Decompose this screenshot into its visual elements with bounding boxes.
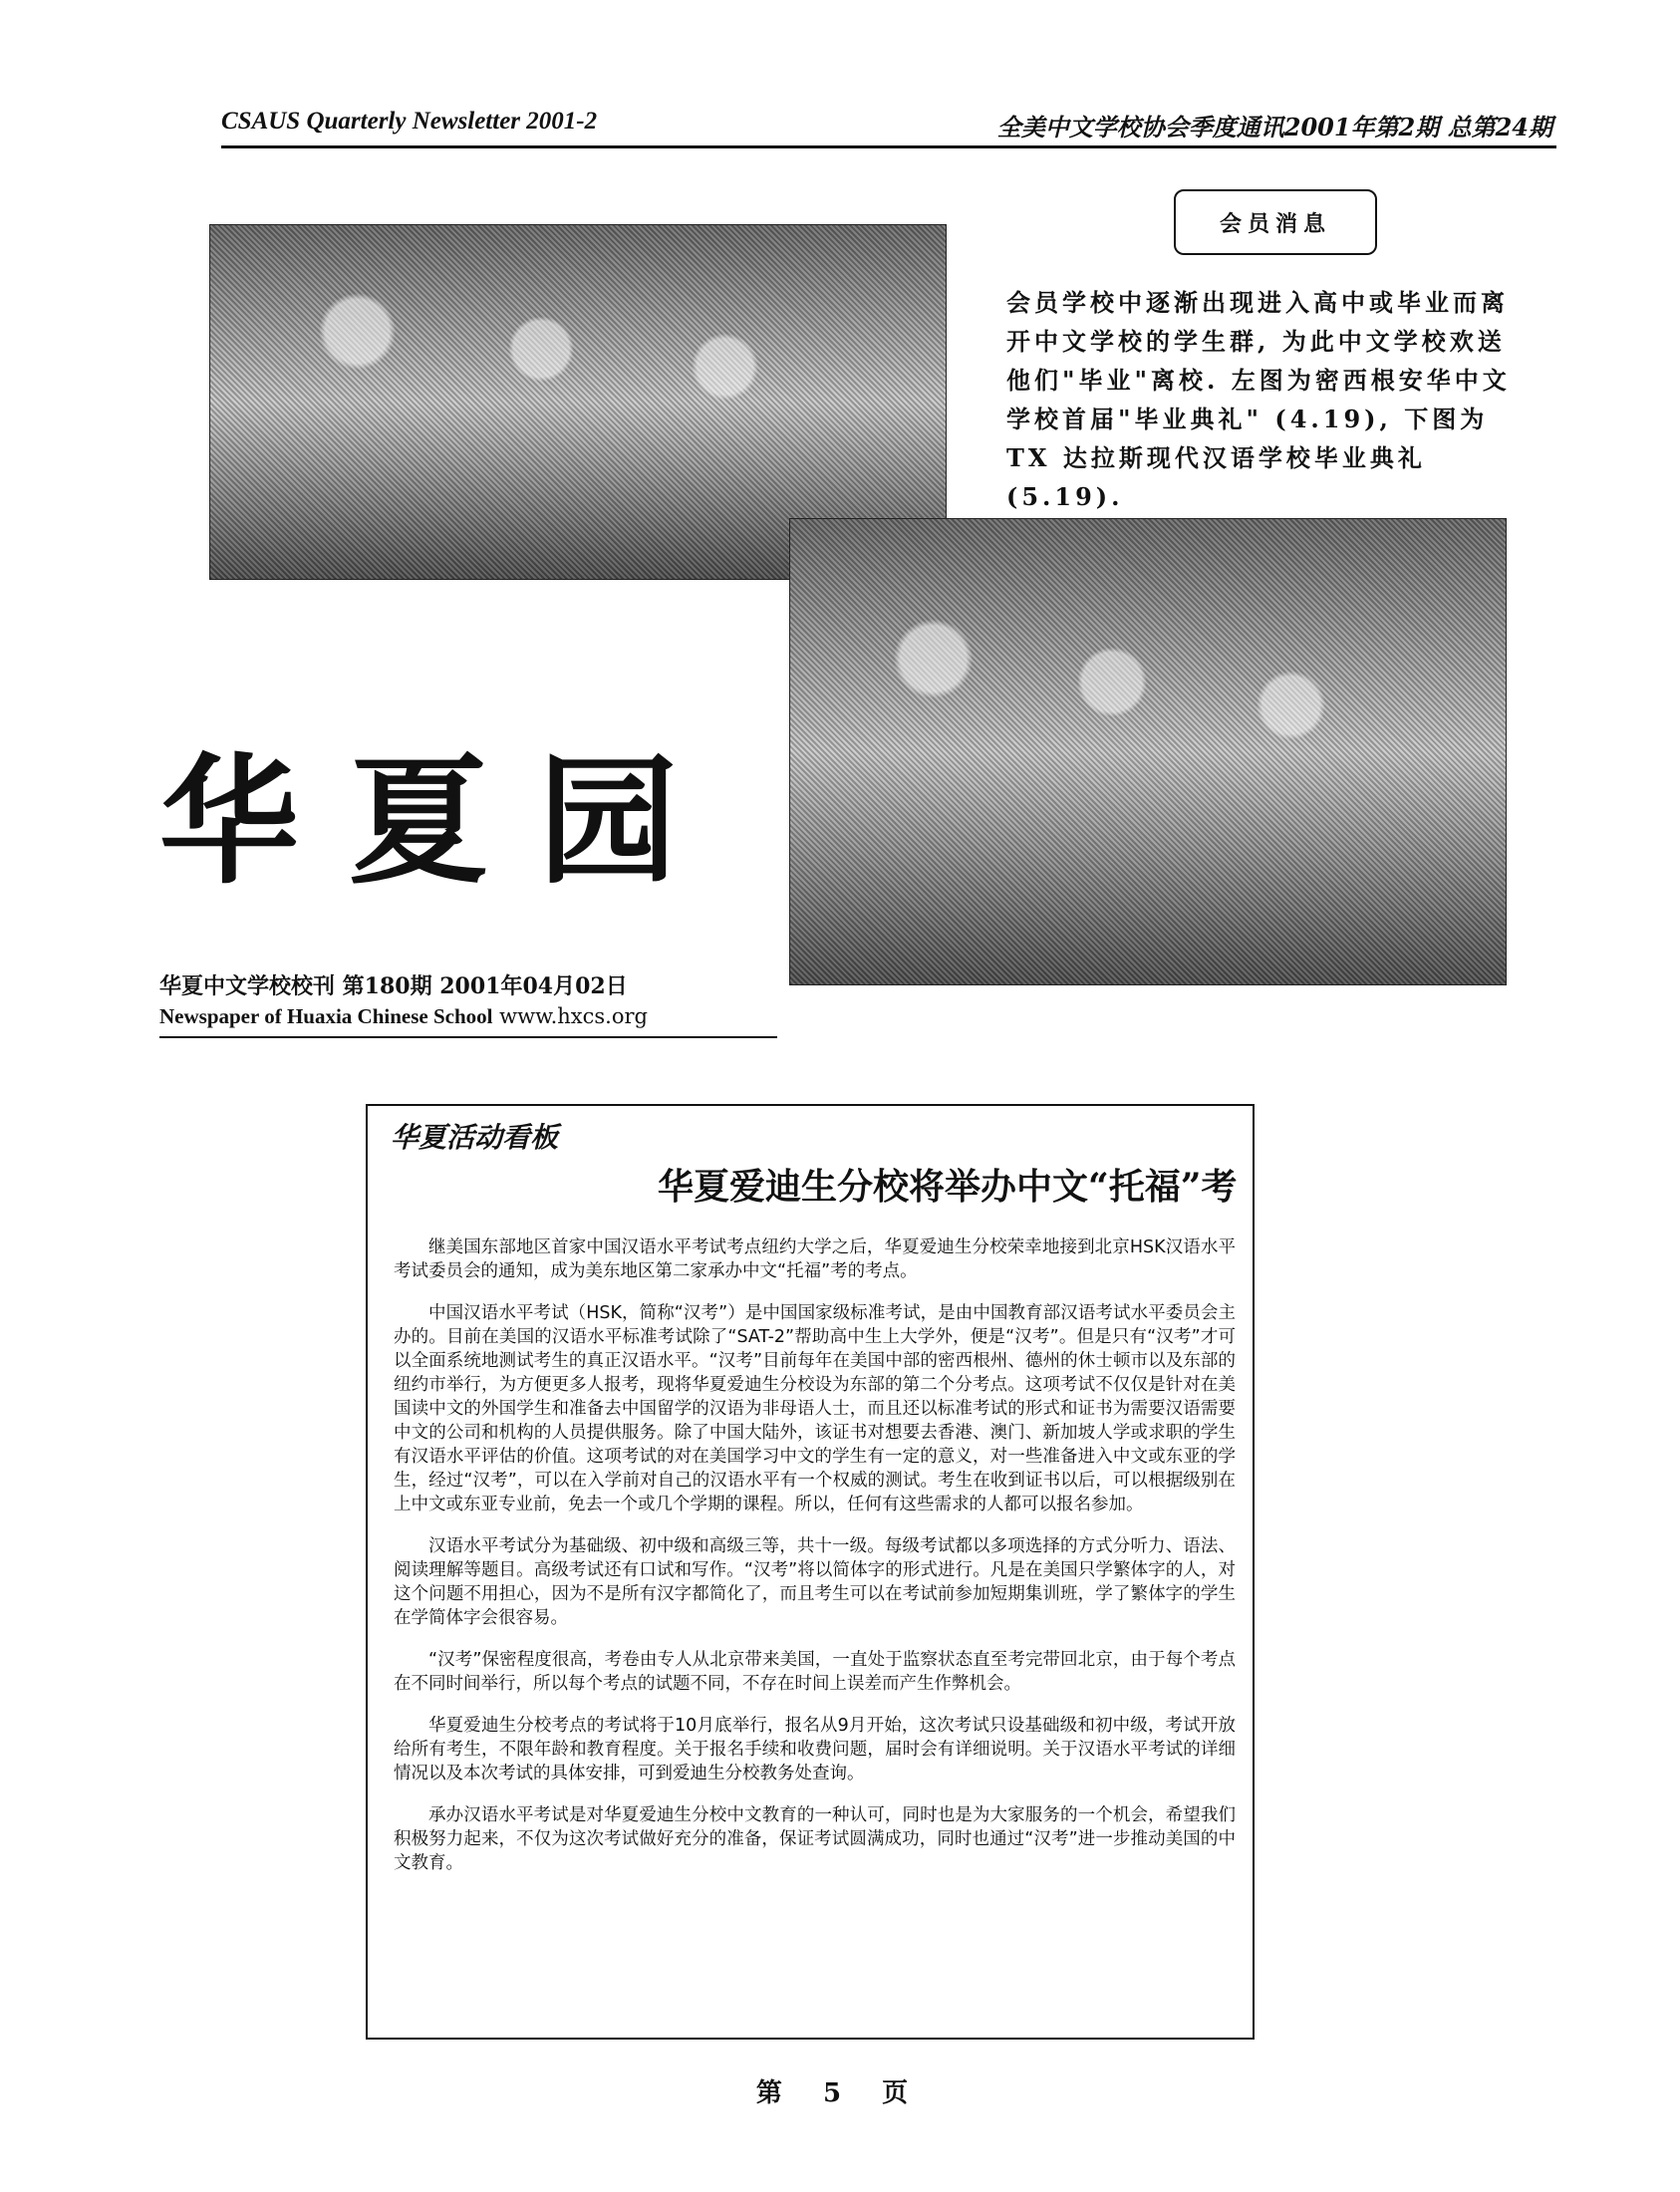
members-news-text: 会员学校中逐渐出现进入高中或毕业而离开中文学校的学生群, 为此中文学校欢送他们"毕业"离校. 左图为密西根安华中文学校首届"毕业典礼" (4.19), 下图为 TX 达拉斯现代汉语学校毕业典礼 (5.19).: [1006, 288, 1511, 511]
newsletter-title-en: CSAUS Quarterly Newsletter 2001-2: [221, 108, 598, 135]
page-number: 第 5 页: [755, 2078, 925, 2108]
website: www.hxcs.org: [499, 1004, 648, 1028]
english-masthead: [159, 1004, 648, 1029]
article-body: [394, 1235, 1236, 1893]
activity-board-label: 华夏活动看板: [391, 1121, 559, 1154]
article-paragraph: 中国汉语水平考试（HSK，简称“汉考”）是中国国家级标准考试，是由中国教育部汉语考试水平委员会主办的。目前在美国的汉语水平标准考试除了“SAT-2”帮助高中生上大学外，便是“汉考”。但是只有“汉考”才可以全面系统地测试考生的真正汉语水平。“汉考”目前每年在美国中部的密西根州、德州的休士顿市以及东部的纽约市举行，为方便更多人报考，现将华夏爱迪生分校设为东部的第二个分考点。这项考试不仅仅是针对在美国读中文的外国学生和准备去中国留学的汉语为非母语人士，而且还以标准考试的形式和证书为需要汉语需要中文的公司和机构的人员提供服务。除了中国大陆外，该证书对想要去香港、澳门、新加坡人学或求职的学生有汉语水平评估的价值。这项考试的对在美国学习中文的学生有一定的意义，对一些准备进入中文或东亚的学生，经过“汉考”，可以在入学前对自己的汉语水平有一个权威的测试。考生在收到证书以后，可以根据级别在上中文或东亚专业前，免去一个或几个学期的课程。所以，任何有这些需求的人都可以报名参加。: [394, 1303, 1236, 1514]
article-paragraph: 华夏爱迪生分校考点的考试将于10月底举行，报名从9月开始，这次考试只设基础级和初中级，考试开放给所有考生，不限年龄和教育程度。关于报名手续和收费问题，届时会有详细说明。关于汉语水平考试的详细情况以及本次考试的具体安排，可到爱迪生分校教务处查询。: [394, 1716, 1236, 1783]
article-paragraph: 汉语水平考试分为基础级、初中级和高级三等，共十一级。每级考试都以多项选择的方式分听力、语法、阅读理解等题目。高级考试还有口试和写作。“汉考”将以简体字的形式进行。凡是在美国只学繁体字的人，对这个问题不用担心，因为不是所有汉字都简化了，而且考生可以在考试前参加短期集训班，学了繁体字的学生在学简体字会很容易。: [394, 1536, 1236, 1628]
newsletter-title-cn: 全美中文学校协会季度通讯2001年第2期 总第24期: [996, 113, 1552, 141]
members-news-label: 会员消息: [1174, 189, 1377, 255]
article-paragraph: 继美国东部地区首家中国汉语水平考试考点纽约大学之后，华夏爱迪生分校荣幸地接到北京HSK汉语水平考试委员会的通知，成为美东地区第二家承办中文“托福”考的考点。: [394, 1237, 1236, 1281]
article-paragraph: “汉考”保密程度很高，考卷由专人从北京带来美国，一直处于监察状态直至考完带回北京，由于每个考点在不同时间举行，所以每个考点的试题不同，不存在时间上误差而产生作弊机会。: [394, 1650, 1236, 1694]
masthead-rule: [159, 1036, 777, 1038]
english-name: Newspaper of Huaxia Chinese School: [159, 1004, 493, 1028]
graduation-photo-dallas: [789, 518, 1507, 985]
issue-line: 华夏中文学校校刊 第180期 2001年04月02日: [159, 973, 628, 999]
header-rule: [221, 145, 1556, 148]
article-title: 华夏爱迪生分校将举办中文“托福”考: [658, 1166, 1238, 1208]
masthead-title: 华夏园: [159, 740, 728, 904]
article-paragraph: 承办汉语水平考试是对华夏爱迪生分校中文教育的一种认可，同时也是为大家服务的一个机会，希望我们积极努力起来，不仅为这次考试做好充分的准备，保证考试圆满成功，同时也通过“汉考”进一步推动美国的中文教育。: [394, 1805, 1236, 1873]
